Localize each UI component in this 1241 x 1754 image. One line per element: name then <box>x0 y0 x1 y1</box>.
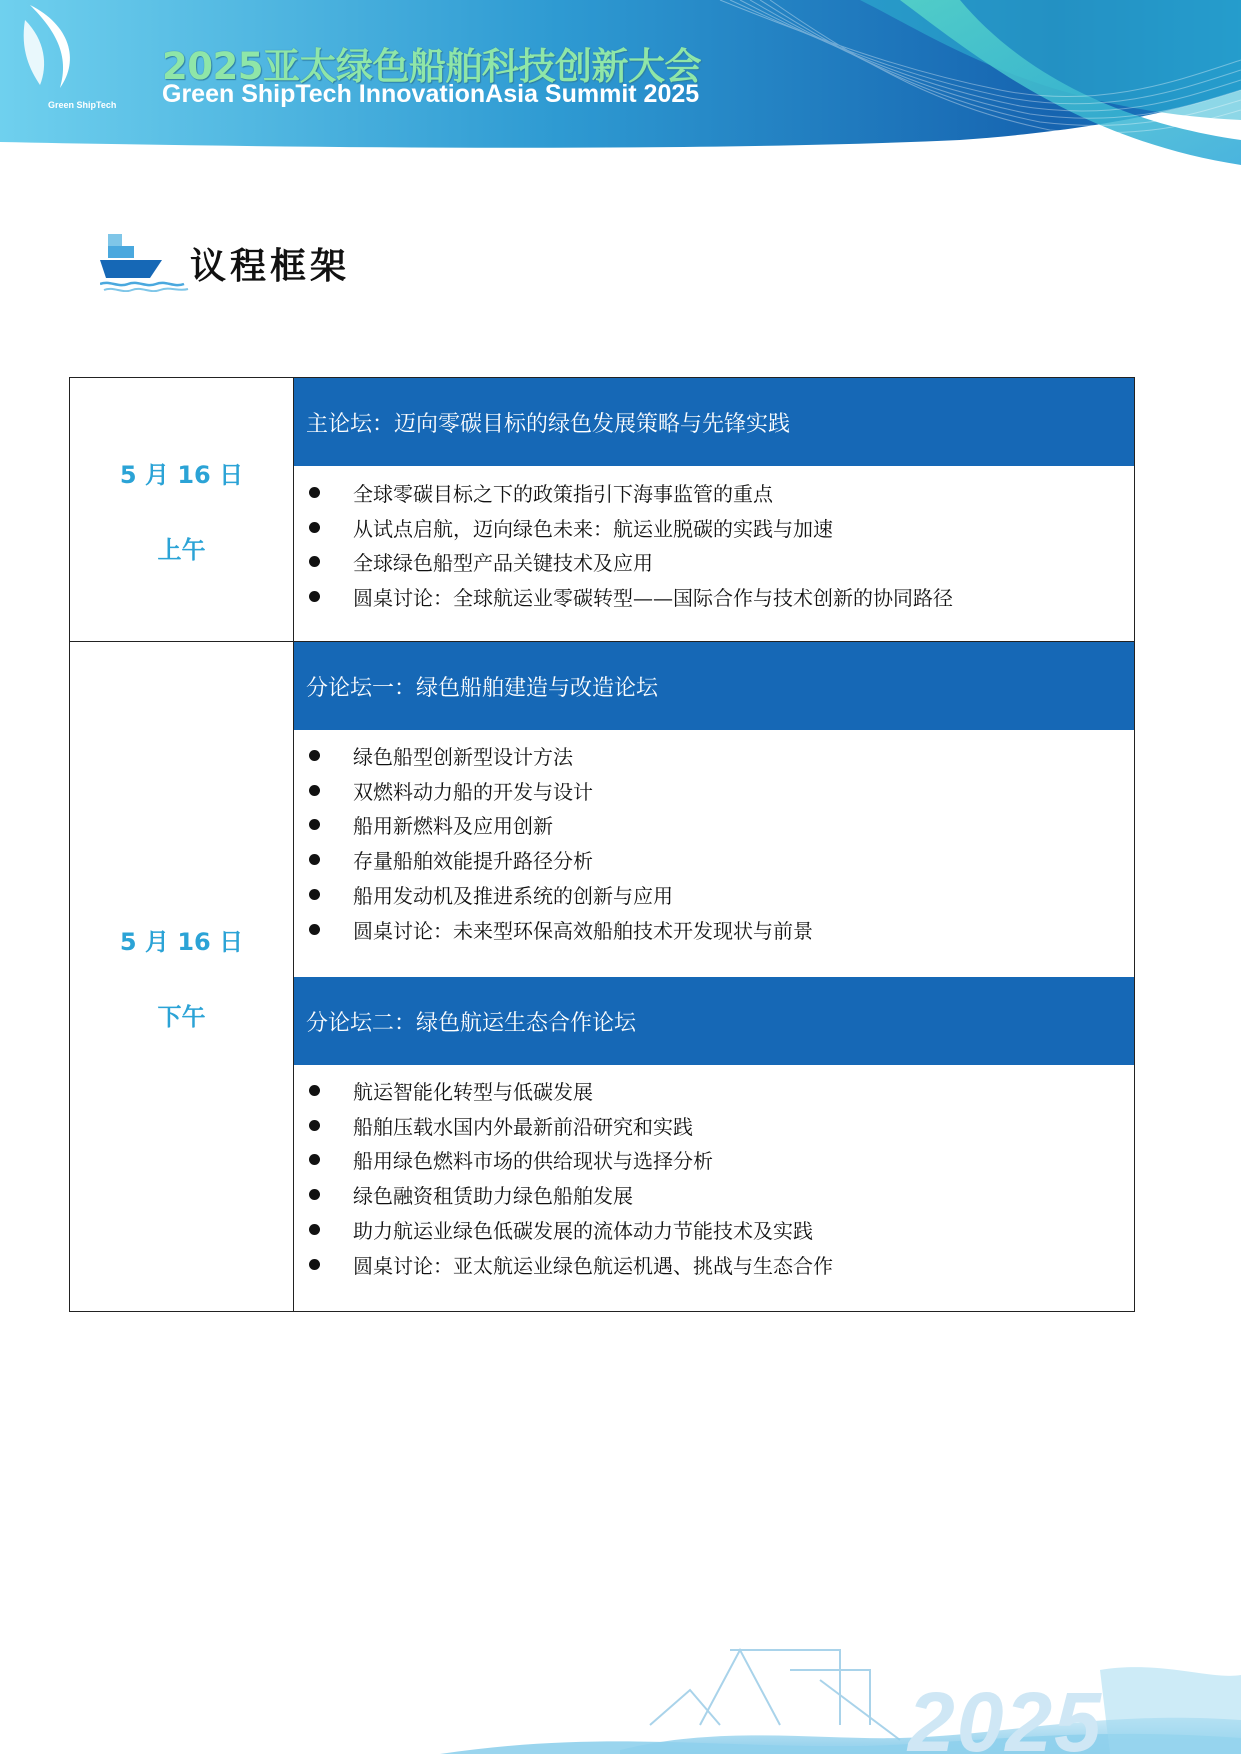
conference-title-cn: 2025亚太绿色船舶科技创新大会 <box>162 45 701 88</box>
ship-icon <box>100 232 196 292</box>
bullet-icon <box>309 591 320 602</box>
session-date: 5 月 16 日 <box>119 927 244 956</box>
list-item <box>294 545 1134 580</box>
session-content-morning <box>294 378 1134 641</box>
list-item <box>294 738 1134 773</box>
bullet-icon <box>309 819 320 830</box>
bullet-icon <box>309 1120 320 1131</box>
forum-header-sub1: 分论坛一：绿色船舶建造与改造论坛 <box>294 642 1134 730</box>
header-banner <box>0 0 1241 170</box>
bullet-icon <box>309 1259 320 1270</box>
topic-text: 存量船舶效能提升路径分析 <box>353 849 593 874</box>
session-content-afternoon <box>294 642 1134 1311</box>
bullet-icon <box>309 522 320 533</box>
topic-text: 双燃料动力船的开发与设计 <box>353 779 593 804</box>
topic-text: 从试点启航，迈向绿色未来：航运业脱碳的实践与加速 <box>353 516 833 541</box>
topic-list-main <box>294 475 1134 614</box>
list-item <box>294 912 1134 947</box>
agenda-table <box>69 377 1135 1312</box>
bullet-icon <box>309 1154 320 1165</box>
list-item <box>294 1143 1134 1178</box>
bullet-icon <box>309 924 320 935</box>
list-item <box>294 475 1134 510</box>
topic-text: 圆桌讨论：未来型环保高效船舶技术开发现状与前景 <box>353 918 813 943</box>
bullet-icon <box>309 487 320 498</box>
conference-title-en: Green ShipTech InnovationAsia Summit 2025 <box>162 80 700 108</box>
bullet-icon <box>309 1224 320 1235</box>
logo-text: Green ShipTech <box>48 100 117 110</box>
topic-text: 圆桌讨论：亚太航运业绿色航运机遇、挑战与生态合作 <box>353 1253 833 1278</box>
date-cell-afternoon <box>70 642 294 1311</box>
session-period: 上午 <box>157 535 206 564</box>
topic-text: 全球零碳目标之下的政策指引下海事监管的重点 <box>353 481 773 506</box>
topic-text: 船舶压载水国内外最新前沿研究和实践 <box>353 1114 693 1139</box>
topic-text: 绿色融资租赁助力绿色船舶发展 <box>353 1184 633 1209</box>
list-item <box>294 1177 1134 1212</box>
list-item <box>294 510 1134 545</box>
bullet-icon <box>309 1189 320 1200</box>
list-item <box>294 773 1134 808</box>
session-date: 5 月 16 日 <box>119 460 244 489</box>
section-title: 议程框架 <box>190 246 351 287</box>
topic-text: 助力航运业绿色低碳发展的流体动力节能技术及实践 <box>353 1219 813 1244</box>
bullet-icon <box>309 1085 320 1096</box>
list-item <box>294 1073 1134 1108</box>
list-item <box>294 877 1134 912</box>
list-item <box>294 579 1134 614</box>
topic-list-sub2 <box>294 1073 1134 1282</box>
bullet-icon <box>309 854 320 865</box>
bullet-icon <box>309 785 320 796</box>
list-item <box>294 1247 1134 1282</box>
topic-text: 航运智能化转型与低碳发展 <box>353 1079 593 1104</box>
agenda-row-afternoon <box>70 642 1134 1311</box>
agenda-row-morning <box>70 378 1134 642</box>
bullet-icon <box>309 889 320 900</box>
topic-text: 全球绿色船型产品关键技术及应用 <box>353 551 653 576</box>
topic-text: 绿色船型创新型设计方法 <box>353 744 573 769</box>
topic-text: 船用发动机及推进系统的创新与应用 <box>353 884 673 909</box>
forum-header-sub2: 分论坛二：绿色航运生态合作论坛 <box>294 977 1134 1065</box>
list-item <box>294 1212 1134 1247</box>
footer-year: 2025 <box>908 1675 1103 1754</box>
topic-text: 船用绿色燃料市场的供给现状与选择分析 <box>353 1149 713 1174</box>
list-item <box>294 1108 1134 1143</box>
sail-logo-icon <box>0 0 110 90</box>
session-period: 下午 <box>157 1002 206 1031</box>
list-item <box>294 842 1134 877</box>
bullet-icon <box>309 750 320 761</box>
bullet-icon <box>309 556 320 567</box>
topic-list-sub1 <box>294 738 1134 947</box>
date-cell-morning <box>70 378 294 641</box>
forum-header-main: 主论坛：迈向零碳目标的绿色发展策略与先锋实践 <box>294 378 1134 466</box>
list-item <box>294 808 1134 843</box>
topic-text: 船用新燃料及应用创新 <box>353 814 553 839</box>
topic-text: 圆桌讨论：全球航运业零碳转型——国际合作与技术创新的协同路径 <box>353 586 953 611</box>
footer-decoration <box>0 1630 1241 1754</box>
